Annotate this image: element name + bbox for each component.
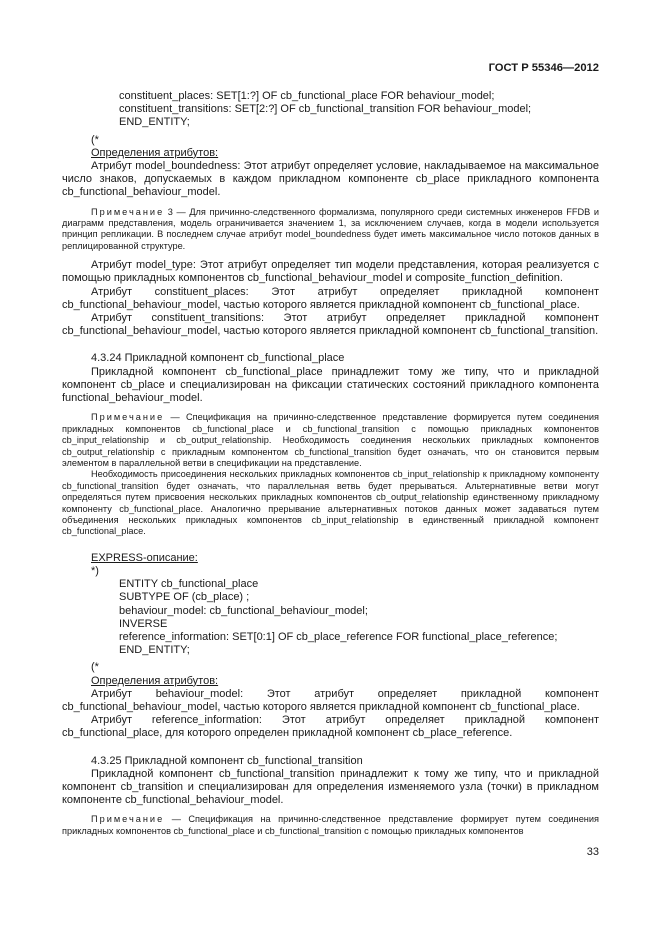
paragraph-functional-transition: Прикладной компонент cb_functional_transition принадлежит к тому же типу, что и прикладной компонент cb_transition и специализирован для определения изменяемого узла (точки) в прикладном компоненте cb_functional_behaviour_model. bbox=[62, 767, 599, 807]
code-line: ENTITY cb_functional_place bbox=[119, 578, 259, 591]
note-functional-place-continued: Необходимость присоединения нескольких прикладных компонентов cb_input_relationship к прикладному компоненту cb_functional_transition будет означать, что параллельная ветвь будет прерываться. Альтернативные ветви могут определяться путем присвоения нескольких прикладных компонентов cb_output_relationship единственному прикладному компоненту cb_functional_place. Аналогично прерывание альтернативных потоков данных может задаваться путем объединения нескольких прикладных компонентов cb_input_relationship в единственный прикладной компонент cb_functional_place. bbox=[62, 469, 599, 537]
note-text: — Спецификация на причинно-следственное представление формируется путем соединения прикладных компонентов cb_functional_place и cb_functional_transition с помощью прикладных компонентов cb_input_relationship и cb_output_relationship. Необходимость соединения нескольких прикладных компонентов cb_output_relationship с прикладным компонентом cb_functional_transition будет означать, что он становится первым элементом в параллельной ветви в спецификации на представление. bbox=[62, 412, 599, 468]
paragraph-constituent-places: Атрибут constituent_places: Этот атрибут определяет прикладной компонент cb_functional_behaviour_model, частью которого является прикладной компонент cb_functional_place. bbox=[62, 285, 599, 311]
note-label: Примечание bbox=[91, 206, 165, 217]
paragraph-constituent-transitions: Атрибут constituent_transitions: Этот атрибут определяет прикладной компонент cb_functional_behaviour_model, частью которого является прикладной компонент cb_functional_transition. bbox=[62, 312, 599, 338]
code-line: END_ENTITY; bbox=[119, 644, 190, 657]
code-line: END_ENTITY; bbox=[119, 116, 190, 129]
standard-header: ГОСТ Р 55346—2012 bbox=[488, 62, 599, 74]
comment-open: (* bbox=[91, 661, 99, 674]
code-line: SUBTYPE OF (cb_place) ; bbox=[119, 591, 250, 604]
code-line: constituent_places: SET[1:?] OF cb_functional_place FOR behaviour_model; bbox=[119, 90, 495, 102]
note-text: — Спецификация на причинно-следственное представление формирует путем соединения прикладных компонентов cb_functional_place и cb_functional_transition с помощью прикладных компонентов bbox=[62, 814, 599, 836]
note-text: 3 — Для причинно-следственного формализма, популярного среди системных инженеров FFDB и диаграмм представления, модель ограничивается значением 1, за исключением случаев, когда в модели используется принцип репликации. В последнем случае атрибут model_boundedness будет иметь максимальное число потоков данных в реплицированной структуре. bbox=[62, 206, 599, 251]
comment-open: (* bbox=[91, 133, 99, 146]
note-functional-place bbox=[62, 412, 599, 469]
note-label: Примечание bbox=[91, 814, 165, 825]
page-content bbox=[62, 90, 599, 837]
paragraph-functional-place: Прикладной компонент cb_functional_place принадлежит тому же типу, что и прикладной компонент cb_place и специализирован на фиксации статических состояний прикладного компонента functional_behaviour_model. bbox=[62, 365, 599, 405]
page-number: 33 bbox=[586, 846, 599, 858]
code-line: reference_information: SET[0:1] OF cb_place_reference FOR functional_place_reference; bbox=[119, 630, 558, 643]
comment-close: *) bbox=[91, 564, 99, 577]
note-3 bbox=[62, 207, 599, 253]
section-heading-4-3-24: 4.3.24 Прикладной компонент cb_functional_place bbox=[91, 352, 345, 365]
code-line: constituent_transitions: SET[2:?] OF cb_functional_transition FOR behaviour_model; bbox=[119, 103, 532, 116]
code-line: INVERSE bbox=[119, 617, 168, 630]
attribute-definitions-heading: Определения атрибутов: bbox=[91, 146, 219, 159]
code-line: behaviour_model: cb_functional_behaviour_model; bbox=[119, 604, 368, 617]
attribute-definitions-heading: Определения атрибутов: bbox=[91, 674, 219, 687]
note-label: Примечание bbox=[91, 412, 165, 423]
express-heading: EXPRESS-описание: bbox=[91, 551, 198, 564]
note-functional-transition bbox=[62, 814, 599, 837]
paragraph-behaviour-model: Атрибут behaviour_model: Этот атрибут определяет прикладной компонент cb_functional_behaviour_model, частью которого является прикладной компонент cb_functional_place. bbox=[62, 687, 599, 713]
paragraph-model-boundedness: Атрибут model_boundedness: Этот атрибут определяет условие, накладываемое на максимальное число знаков, допускаемых в каждом прикладном компоненте cb_place прикладного компонента cb_functional_behaviour_model. bbox=[62, 160, 599, 199]
paragraph-reference-information: Атрибут reference_information: Этот атрибут определяет прикладной компонент cb_functional_place, для которого определен прикладной компонент cb_place_reference. bbox=[62, 714, 599, 740]
paragraph-model-type: Атрибут model_type: Этот атрибут определяет тип модели представления, которая реализуется с помощью прикладных компонентов cb_functional_behaviour_model и composite_function_definition. bbox=[62, 259, 599, 285]
section-heading-4-3-25: 4.3.25 Прикладной компонент cb_functional_transition bbox=[91, 754, 363, 767]
